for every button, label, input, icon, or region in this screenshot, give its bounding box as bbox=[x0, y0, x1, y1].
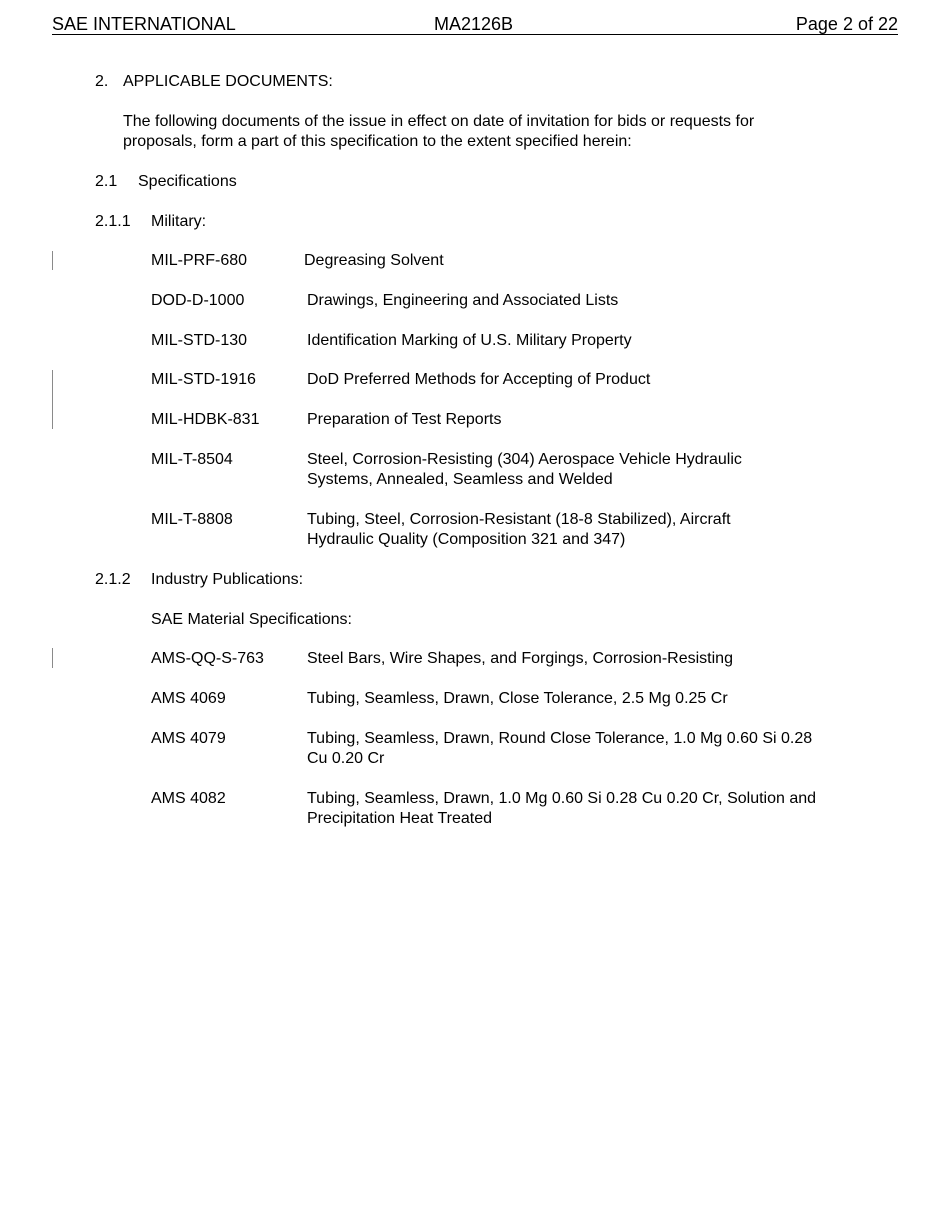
reference-title: Steel Bars, Wire Shapes, and Forgings, Corrosion-Resisting bbox=[307, 650, 733, 667]
reference-title: Degreasing Solvent bbox=[304, 252, 444, 269]
industry-number: 2.1.2 bbox=[95, 571, 131, 588]
reference-title: DoD Preferred Methods for Accepting of Product bbox=[307, 371, 651, 388]
reference-title: Identification Marking of U.S. Military Property bbox=[307, 332, 632, 349]
reference-title: Tubing, Seamless, Drawn, 1.0 Mg 0.60 Si 0.28 Cu 0.20 Cr, Solution and Precipitation Heat Treated bbox=[307, 790, 817, 827]
reference-code: MIL-PRF-680 bbox=[151, 252, 248, 269]
header-document-number: MA2126B bbox=[434, 14, 514, 34]
reference-title: Steel, Corrosion-Resisting (304) Aerospace Vehicle Hydraulic Systems, Annealed, Seamless and Welded bbox=[307, 451, 742, 488]
subsection-number: 2.1 bbox=[95, 173, 118, 190]
military-title: Military: bbox=[151, 213, 207, 230]
change-bar bbox=[52, 251, 53, 270]
reference-code: MIL-STD-1916 bbox=[151, 371, 256, 388]
section-title: APPLICABLE DOCUMENTS: bbox=[123, 73, 333, 90]
section-number: 2. bbox=[95, 73, 109, 90]
page-header bbox=[52, 14, 898, 35]
subsection-title: Specifications bbox=[138, 173, 237, 190]
header-page-number: Page 2 of 22 bbox=[795, 14, 898, 34]
industry-title: Industry Publications: bbox=[151, 571, 304, 588]
reference-code: DOD-D-1000 bbox=[151, 292, 245, 309]
reference-title: Preparation of Test Reports bbox=[307, 411, 502, 428]
change-bar bbox=[52, 648, 53, 668]
reference-code: AMS-QQ-S-763 bbox=[151, 650, 264, 667]
reference-title: Tubing, Steel, Corrosion-Resistant (18-8 Stabilized), Aircraft Hydraulic Quality (Composition 321 and 347) bbox=[307, 511, 731, 548]
reference-code: AMS 4082 bbox=[151, 790, 226, 807]
reference-code: MIL-T-8504 bbox=[151, 451, 233, 468]
section-intro-paragraph: The following documents of the issue in effect on date of invitation for bids or requests for proposals, form a part of this specification to the extent specified herein: bbox=[123, 113, 755, 150]
military-number: 2.1.1 bbox=[95, 213, 131, 230]
reference-title: Drawings, Engineering and Associated Lists bbox=[307, 292, 619, 309]
reference-code: AMS 4079 bbox=[151, 730, 226, 747]
header-organization: SAE INTERNATIONAL bbox=[52, 14, 236, 34]
reference-code: MIL-HDBK-831 bbox=[151, 411, 260, 428]
reference-title: Tubing, Seamless, Drawn, Round Close Tolerance, 1.0 Mg 0.60 Si 0.28 Cu 0.20 Cr bbox=[307, 730, 813, 767]
reference-code: AMS 4069 bbox=[151, 690, 226, 707]
reference-title: Tubing, Seamless, Drawn, Close Tolerance, 2.5 Mg 0.25 Cr bbox=[307, 690, 728, 707]
industry-subtitle: SAE Material Specifications: bbox=[151, 611, 352, 628]
change-bar bbox=[52, 370, 53, 429]
reference-code: MIL-STD-130 bbox=[151, 332, 248, 349]
reference-code: MIL-T-8808 bbox=[151, 511, 233, 528]
